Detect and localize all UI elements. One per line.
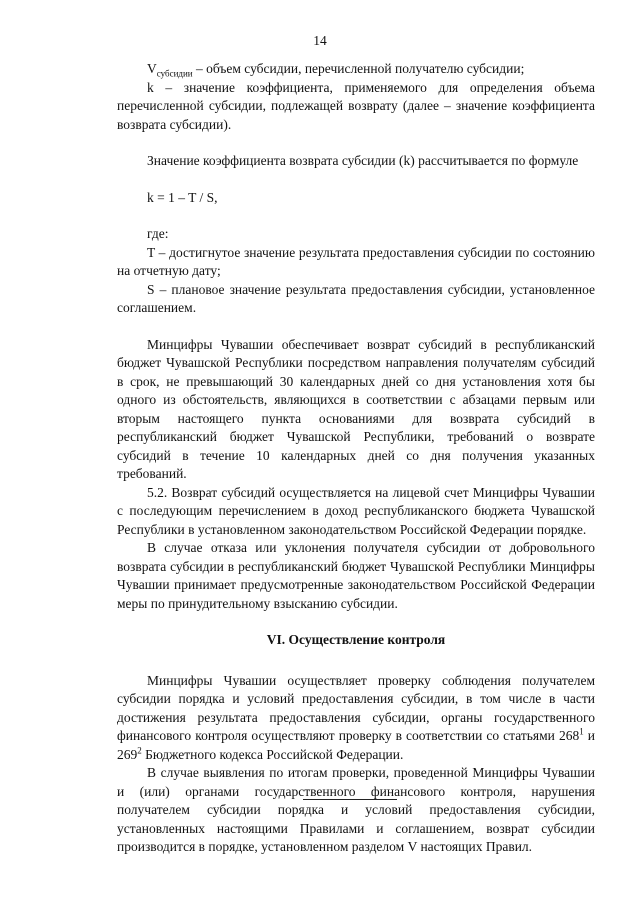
page-number: 14 xyxy=(313,33,327,48)
k-definition: k – значение коэффициента, применяемого для определения объема перечисленной субсидии, подлежащей возврату (далее – значение коэффициента возврата субсидии). xyxy=(117,79,595,132)
where-label: где: xyxy=(147,226,169,241)
v-definition xyxy=(117,60,595,79)
paragraph-control xyxy=(117,672,595,765)
document-body xyxy=(117,60,595,857)
paragraph-5-2: 5.2. Возврат субсидий осуществляется на лицевой счет Минцифры Чувашии с последующим перечислением в доход республиканского бюджета Чувашской Республики в установленном законодательством Российской Федерации порядке. xyxy=(117,484,595,537)
superscript-2: 2 xyxy=(137,745,142,755)
v-definition-text: – объем субсидии, перечисленной получателю субсидии; xyxy=(192,61,525,76)
paragraph-control-a: Минцифры Чувашии осуществляет проверку соблюдения получателем субсидии порядка и условий предоставления субсидии, в том числе в части достижения результата предоставления субсидии, органы государственного финансового контроля осуществляют проверку в соответствии со статьями 268 xyxy=(117,672,595,743)
superscript-1: 1 xyxy=(579,726,584,737)
v-subscript: субсидии xyxy=(156,68,193,79)
paragraph-violation: В случае выявления по итогам проверки, проведенной Минцифры Чувашии и (или) органами государственного финансового контроля, нарушения получателем субсидии порядка и условий предоставления субсидии, установленных настоящими Правилами и соглашением, возврат субсидии производится в порядке, установленном разделом V настоящих Правил. xyxy=(117,765,595,854)
k-intro: Значение коэффициента возврата субсидии (k) рассчитывается по формуле xyxy=(147,153,579,168)
paragraph-refusal: В случае отказа или уклонения получателя субсидии от добровольного возврата субсидии в республиканский бюджет Чувашской Республики Минцифры Чувашии принимает предусмотренные законодательством Российской Федерации меры по принудительному взысканию субсидии. xyxy=(117,540,595,611)
paragraph-control-c: Бюджетного кодекса Российской Федерации. xyxy=(141,746,404,762)
t-definition: T – достигнутое значение результата предоставления субсидии по состоянию на отчетную дату; xyxy=(117,244,595,278)
paragraph-return: Минцифры Чувашии обеспечивает возврат субсидий в республиканский бюджет Чувашской Республики посредством направления получателям субсидий в срок, не превышающий 30 календарных дней со дня установления хотя бы одного из обстоятельств, являющихся в соответствии с абзацами первым или вторым настоящего пункта основаниями для возврата субсидий в республиканский бюджет Чувашской Республики, требований о возврате субсидий в течение 10 календарных дней со дня получения указанных требований. xyxy=(117,336,595,481)
formula: k = 1 – T / S, xyxy=(147,189,218,205)
footer-rule xyxy=(303,799,397,800)
v-symbol: V xyxy=(147,61,157,76)
paragraph-control-b: и 269 xyxy=(117,728,595,762)
section-heading: VI. Осуществление контроля xyxy=(266,632,446,647)
s-definition: S – плановое значение результата предоставления субсидии, установленное соглашением. xyxy=(117,281,595,315)
